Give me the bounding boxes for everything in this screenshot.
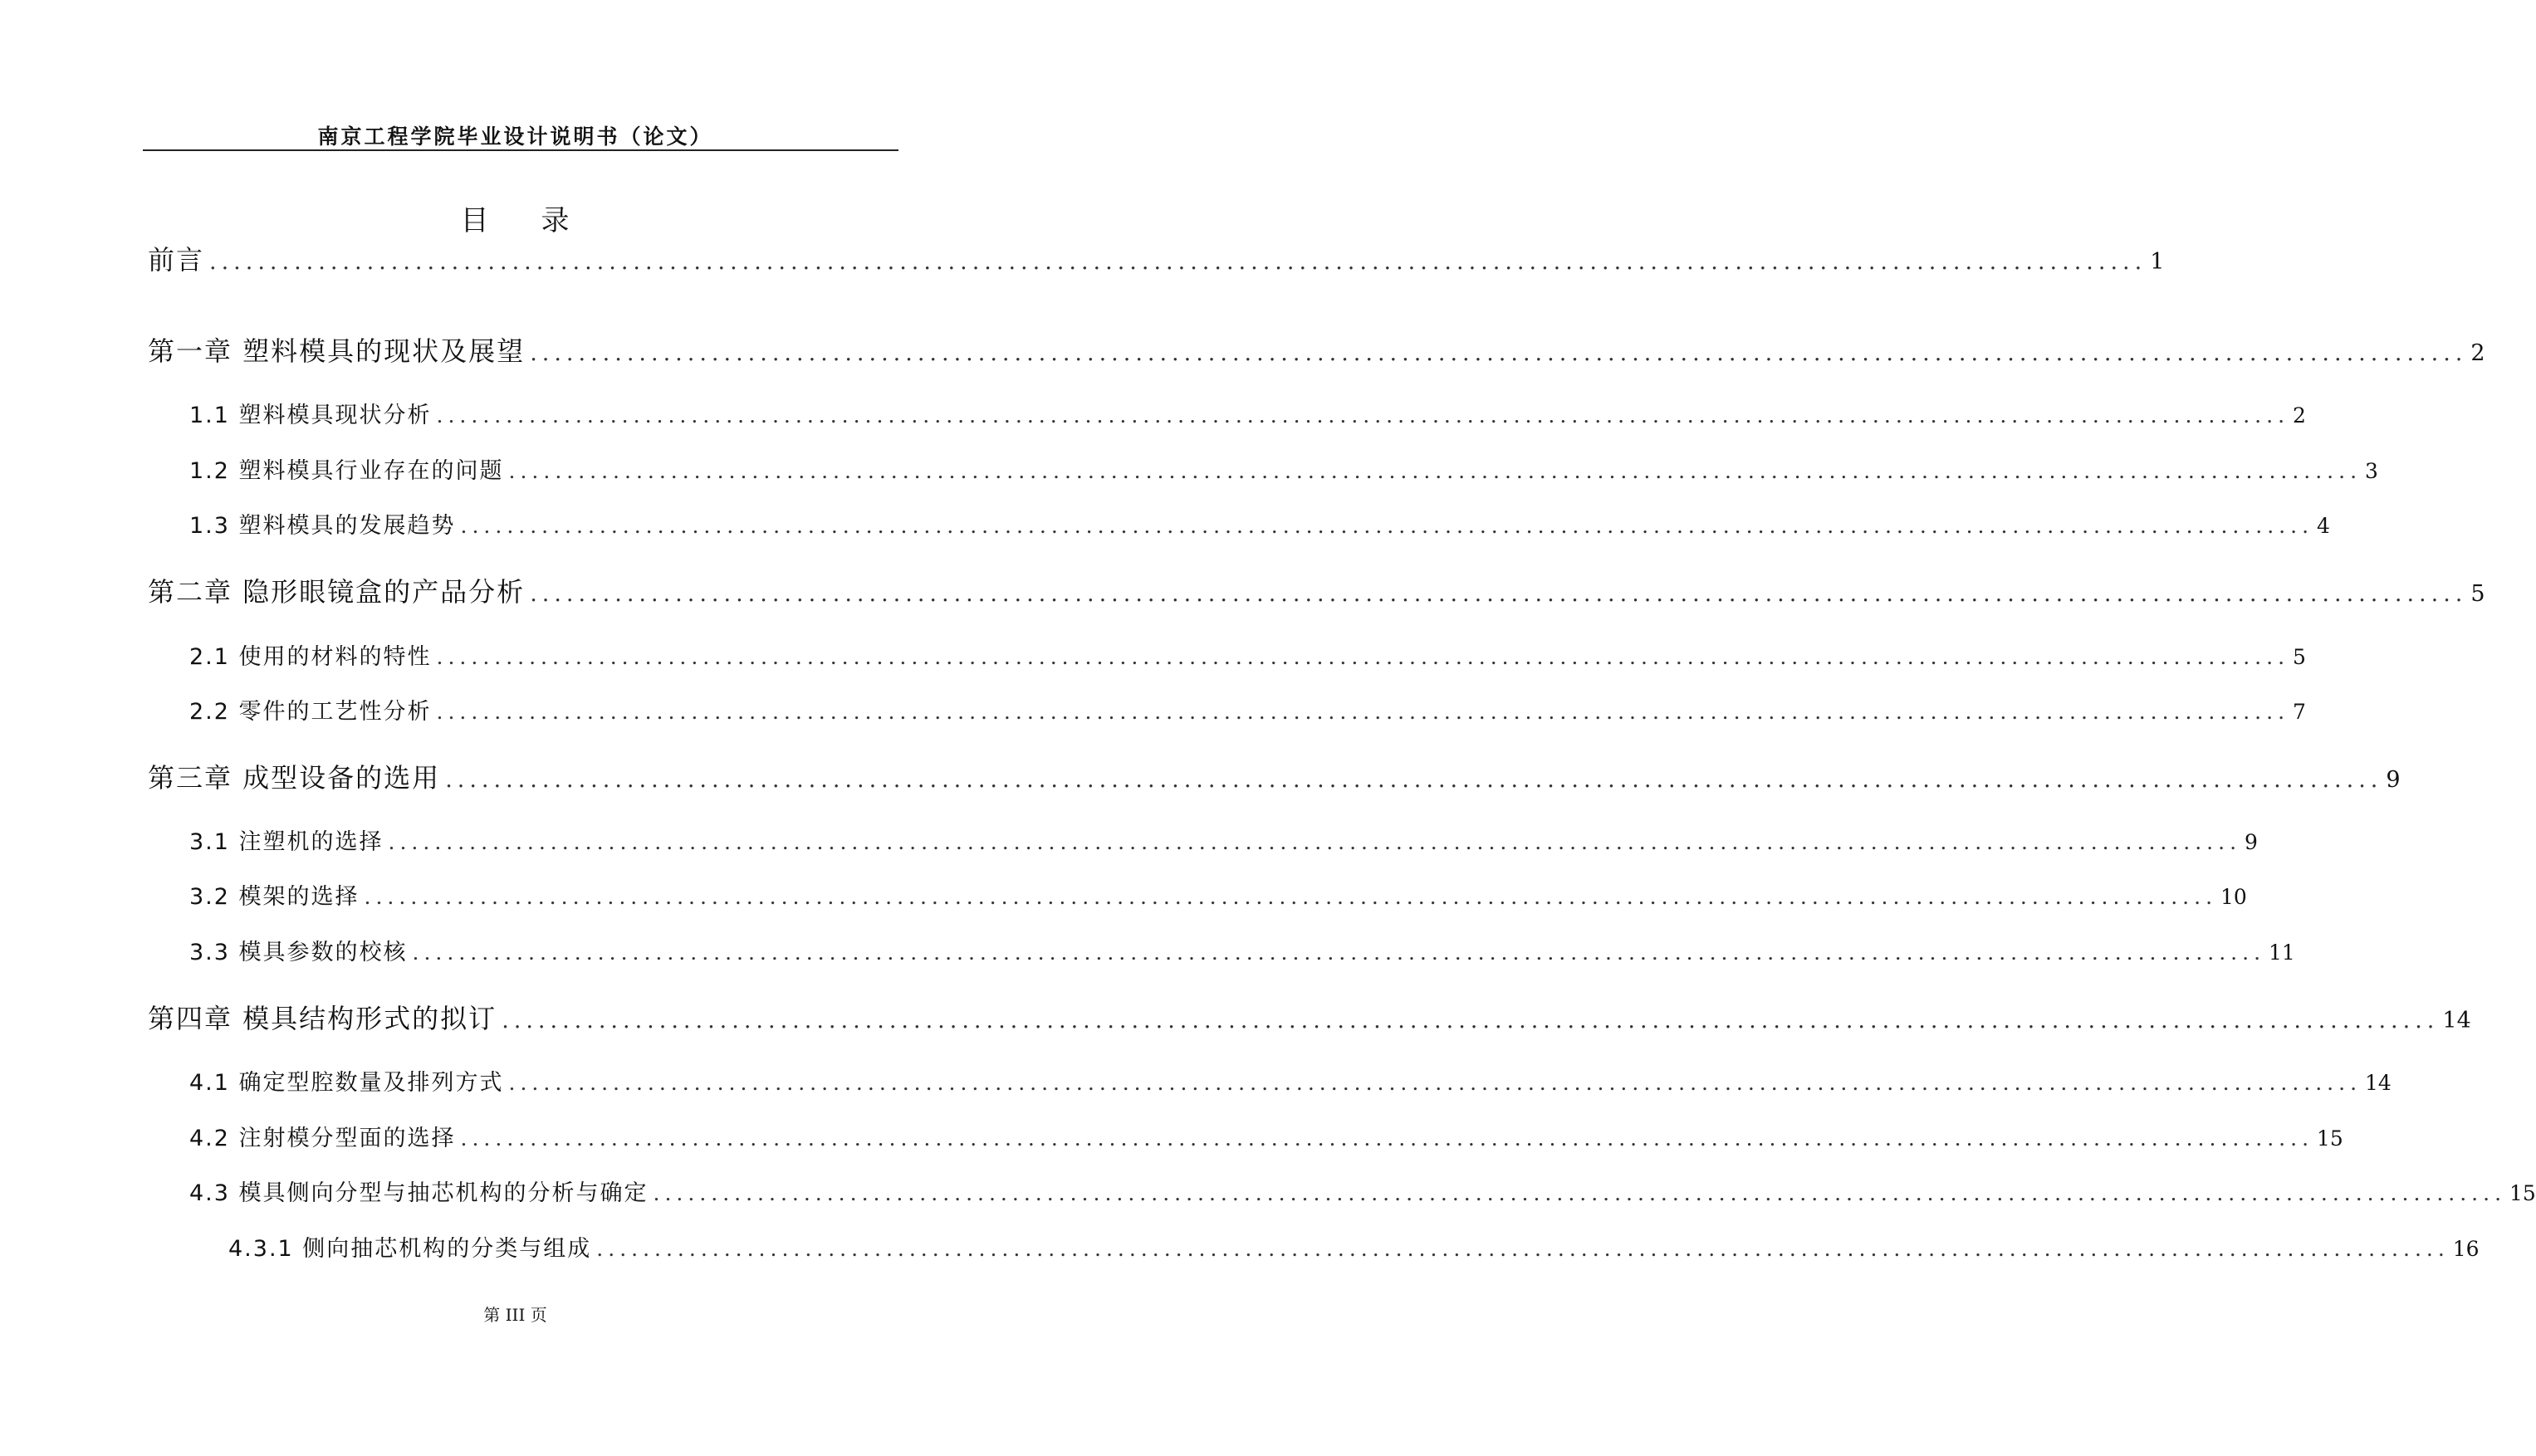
toc-leader-dots: ................................................................................................................................................................: [530, 340, 2468, 366]
toc-leader-dots: ................................................................................................................................................................: [508, 1071, 2362, 1095]
toc-leader-dots: ................................................................................................................................................................: [445, 767, 2383, 793]
toc-entry-label: 2.2 零件的工艺性分析: [189, 699, 432, 725]
toc-entry-page: 14: [2442, 1008, 2471, 1033]
toc-entry-page: 3: [2365, 459, 2378, 483]
toc-entry-preface[interactable]: [148, 239, 2165, 277]
toc-entry-label: 第一章 塑料模具的现状及展望: [148, 335, 526, 367]
toc-leader-dots: ................................................................................................................................................................: [460, 1126, 2314, 1151]
toc-title-char: 录: [541, 204, 570, 237]
toc-entry-chapter-3[interactable]: [148, 757, 2401, 795]
header-title: 南京工程学院毕业设计说明书（论文）: [317, 125, 713, 149]
toc-entry-section-3-2[interactable]: [189, 878, 2247, 911]
toc-entry-chapter-1[interactable]: [148, 330, 2485, 369]
toc-leader-dots: ................................................................................................................................................................: [508, 459, 2362, 483]
toc-leader-dots: ................................................................................................................................................................: [364, 885, 2218, 909]
toc-entry-label: 前言: [148, 244, 205, 276]
toc-entry-section-1-1[interactable]: [189, 397, 2306, 429]
toc-leader-dots: ................................................................................................................................................................: [653, 1181, 2507, 1205]
toc-leader-dots: ................................................................................................................................................................: [436, 645, 2290, 669]
toc-entry-section-3-3[interactable]: [189, 934, 2295, 966]
toc-leader-dots: ................................................................................................................................................................: [412, 941, 2266, 965]
toc-entry-page: 10: [2220, 885, 2247, 909]
toc-entry-section-2-1[interactable]: [189, 638, 2306, 671]
toc-entry-label: 1.2 塑料模具行业存在的问题: [189, 458, 504, 484]
toc-entry-chapter-2[interactable]: [148, 571, 2485, 609]
toc-entry-page: 16: [2452, 1237, 2480, 1261]
toc-entry-page: 15: [2509, 1181, 2536, 1205]
toc-leader-dots: ................................................................................................................................................................: [530, 581, 2468, 607]
toc-entry-chapter-4[interactable]: [148, 998, 2471, 1036]
toc-entry-page: 5: [2470, 581, 2485, 607]
toc-entry-label: 3.2 模架的选择: [189, 884, 360, 910]
toc-entry-section-1-2[interactable]: [189, 452, 2378, 485]
toc-entry-section-4-1[interactable]: [189, 1064, 2392, 1097]
toc-entry-label: 1.1 塑料模具现状分析: [189, 403, 432, 428]
toc-leader-dots: ................................................................................................................................................................: [388, 830, 2242, 854]
toc-entry-page: 4: [2317, 514, 2330, 538]
toc-entry-page: 14: [2365, 1071, 2392, 1095]
toc-entry-label: 2.1 使用的材料的特性: [189, 644, 432, 670]
toc-entry-section-3-1[interactable]: [189, 823, 2258, 856]
toc-entry-label: 第四章 模具结构形式的拟订: [148, 1003, 497, 1034]
toc-entry-section-4-3-1[interactable]: [228, 1230, 2480, 1263]
toc-leader-dots: ................................................................................................................................................................: [596, 1237, 2450, 1261]
toc-leader-dots: ................................................................................................................................................................: [460, 514, 2314, 538]
toc-entry-page: 1: [2150, 249, 2165, 275]
toc-entry-label: 4.3.1 侧向抽芯机构的分类与组成: [228, 1236, 592, 1262]
toc-entry-page: 2: [2293, 403, 2306, 428]
toc-entry-page: 7: [2293, 700, 2306, 724]
toc-entry-label: 第二章 隐形眼镜盒的产品分析: [148, 576, 526, 608]
toc-entry-label: 3.3 模具参数的校核: [189, 940, 408, 965]
toc-entry-page: 9: [2245, 830, 2258, 854]
toc-entry-page: 5: [2293, 645, 2306, 669]
toc-leader-dots: ................................................................................................................................................................: [502, 1008, 2440, 1033]
toc-leader-dots: ................................................................................................................................................................: [436, 700, 2290, 724]
toc-entry-section-4-2[interactable]: [189, 1120, 2343, 1152]
toc-entry-page: 15: [2317, 1126, 2343, 1151]
toc-entry-label: 4.1 确定型腔数量及排列方式: [189, 1070, 504, 1096]
toc-entry-label: 4.3 模具侧向分型与抽芯机构的分析与确定: [189, 1180, 649, 1206]
toc-entry-section-4-3[interactable]: [189, 1175, 2536, 1207]
toc-entry-label: 3.1 注塑机的选择: [189, 829, 384, 855]
toc-leader-dots: ................................................................................................................................................................: [436, 403, 2290, 428]
toc-leader-dots: ................................................................................................................................................................: [209, 249, 2147, 275]
toc-entry-label: 4.2 注射模分型面的选择: [189, 1126, 456, 1151]
toc-entry-page: 11: [2269, 941, 2295, 965]
toc-entry-label: 1.3 塑料模具的发展趋势: [189, 513, 456, 539]
toc-entry-page: 9: [2386, 767, 2401, 793]
toc-title-char: 目: [460, 204, 490, 237]
toc-entry-label: 第三章 成型设备的选用: [148, 762, 441, 794]
toc-entry-page: 2: [2470, 340, 2485, 366]
toc-entry-section-1-3[interactable]: [189, 507, 2330, 540]
page-number-footer: 第 III 页: [483, 1305, 547, 1325]
toc-entry-section-2-2[interactable]: [189, 693, 2306, 726]
